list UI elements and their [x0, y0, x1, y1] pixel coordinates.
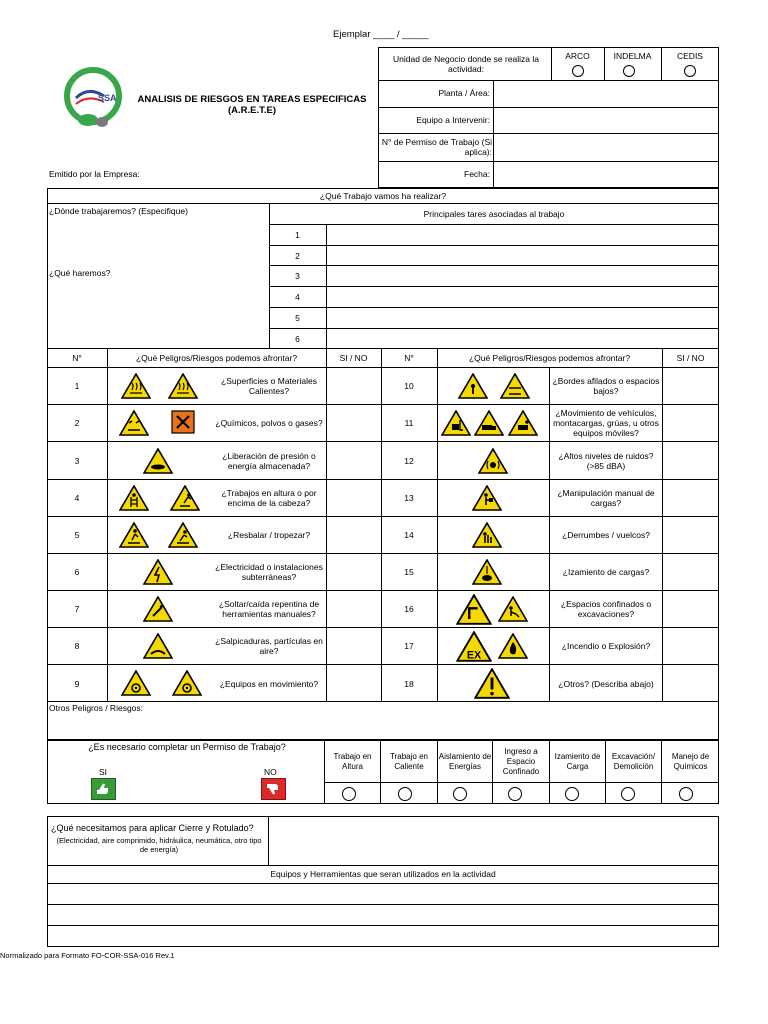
- hazard-number: 12: [404, 455, 414, 466]
- noise-icon: [478, 448, 508, 474]
- hazard-number: 18: [404, 678, 414, 689]
- hazard-question: ¿Superficies o Materiales Calientes?: [221, 376, 317, 396]
- hazard-number: 10: [404, 381, 414, 391]
- hazard-question: ¿Electricidad o instalaciones subterráneas?: [215, 562, 323, 582]
- otros-peligros-label: Otros Peligros / Riesgos:: [49, 703, 144, 713]
- hazard-number: 13: [404, 493, 414, 503]
- hazard-sino-field[interactable]: [327, 405, 380, 441]
- permit-type-label: Ingreso a Espacio Confinado: [502, 746, 540, 776]
- svg-text:SSA: SSA: [98, 93, 117, 103]
- splash-icon: [143, 633, 173, 659]
- donde-label: ¿Dónde trabajaremos? (Especifique): [49, 206, 188, 216]
- hazard-question: ¿Soltar/caída repentina de herramientas manuales?: [218, 599, 320, 619]
- unit-cedis-radio[interactable]: [684, 65, 696, 77]
- task-number: 1: [295, 230, 300, 240]
- excavation-icon: [498, 596, 528, 622]
- hazard-sino-field[interactable]: [663, 665, 718, 702]
- hazard-sino-field[interactable]: [327, 517, 380, 553]
- hot-surface-icon: [121, 373, 151, 399]
- hazard-question: ¿Movimiento de vehículos, montacargas, grúas, u otros equipos móviles?: [553, 408, 659, 438]
- permit-quimicos-radio[interactable]: [679, 787, 693, 801]
- lockout-subtext: (Electricidad, aire comprimido, hidráulica, neumática, otro tipo de energía): [56, 836, 262, 854]
- emitido-label: Emitido por la Empresa:: [49, 169, 140, 179]
- hazard-question: ¿Manipulación manual de cargas?: [557, 488, 655, 508]
- planta-field[interactable]: [494, 81, 718, 106]
- unidad-negocio-label: Unidad de Negocio donde se realiza la actividad:: [392, 54, 539, 74]
- permit-espacio-confinado-radio[interactable]: [508, 787, 522, 801]
- hazard-number: 7: [74, 604, 80, 614]
- hazard-question: ¿Químicos, polvos o gases?: [215, 418, 323, 428]
- hazard-number: 17: [404, 641, 414, 651]
- planta-label: Planta / Área:: [438, 88, 490, 98]
- task-number: 3: [295, 271, 300, 281]
- thumbs-up-icon: [92, 779, 115, 799]
- permit-no-label: NO: [264, 767, 277, 777]
- hazard-sino-field[interactable]: [663, 480, 718, 516]
- permit-type-label: Trabajo en Caliente: [390, 751, 428, 771]
- form-subtitle: (A.R.E.T.E): [227, 105, 277, 116]
- permit-caliente-radio[interactable]: [398, 787, 412, 801]
- tareas-title: Principales tares asociadas al trabajo: [423, 209, 565, 219]
- hazard-question: ¿Liberación de presión o energía almacenada?: [222, 450, 316, 471]
- fire-icon: [498, 633, 528, 659]
- permit-excavacion-radio[interactable]: [621, 787, 635, 801]
- donde-field[interactable]: [49, 218, 267, 262]
- hazard-col-n: N°: [404, 353, 414, 363]
- hazard-question: ¿Resbalar / tropezar?: [227, 530, 311, 540]
- hazard-col-sino: SI / NO: [339, 353, 368, 363]
- hazard-sino-field[interactable]: [663, 591, 718, 627]
- svg-text:EX: EX: [466, 649, 482, 662]
- permit-type-label: Aislamiento de Energías: [438, 751, 492, 771]
- exclamation-icon: [474, 668, 510, 699]
- hazard-question: ¿Incendio o Explosión?: [561, 641, 651, 651]
- hazard-question: ¿Equipos en movimiento?: [219, 678, 319, 689]
- hazard-number: 5: [74, 530, 80, 540]
- fecha-label: Fecha:: [464, 169, 490, 179]
- permit-altura-radio[interactable]: [342, 787, 356, 801]
- unit-indelma-label: INDELMA: [613, 51, 652, 61]
- thumbs-down-icon: [262, 779, 285, 799]
- hazard-number: 14: [404, 530, 414, 540]
- pressure-icon: [143, 448, 173, 474]
- hazard-number: 6: [74, 567, 80, 577]
- falling-tools-icon: [143, 596, 173, 622]
- hazard-question: ¿Derrumbes / vuelcos?: [562, 530, 650, 540]
- task-number: 2: [295, 250, 300, 261]
- permiso-label: N° de Permiso de Trabajo (Si aplica):: [381, 137, 492, 157]
- trip-icon: [168, 522, 198, 548]
- slip-icon: [119, 522, 149, 548]
- hazard-question: ¿Espacios confinados o excavaciones?: [560, 599, 652, 619]
- footer-normalizado: Normalizado para Formato FO-COR-SSA-016 Rev.1: [0, 951, 175, 960]
- height-work-icon: [119, 485, 149, 511]
- hot-surface-icon: [168, 373, 198, 399]
- hazard-number: 8: [74, 641, 80, 651]
- unit-indelma-radio[interactable]: [623, 65, 635, 77]
- que-label: ¿Qué haremos?: [49, 268, 111, 278]
- equipo-field[interactable]: [494, 108, 718, 132]
- permit-type-label: Trabajo en Altura: [333, 751, 372, 771]
- moving-gears-icon: [121, 670, 151, 696]
- permit-aislamiento-radio[interactable]: [453, 787, 467, 801]
- hazard-question: ¿Izamiento de cargas?: [562, 567, 650, 577]
- permit-type-label: Manejo de Químicos: [671, 751, 710, 771]
- tools-field-2[interactable]: [48, 905, 718, 925]
- task-number: 5: [295, 313, 300, 323]
- lockout-question: ¿Qué necesitamos para aplicar Cierre y Rotulado?: [51, 823, 254, 833]
- hazard-sino-field[interactable]: [327, 628, 380, 664]
- hazard-question: ¿Bordes afilados o espacios bajos?: [552, 376, 660, 396]
- company-logo: [60, 66, 126, 132]
- permiso-field[interactable]: [494, 134, 718, 160]
- hazard-sino-field[interactable]: [327, 554, 380, 590]
- tools-title: Equipos y Herramientas que seran utilizados en la actividad: [270, 869, 496, 879]
- fall-icon: [170, 485, 200, 511]
- hazard-sino-field[interactable]: [663, 554, 718, 590]
- ssa-logo-icon: [60, 66, 126, 132]
- task-number: 4: [295, 292, 300, 302]
- hazard-sino-field[interactable]: [663, 442, 718, 479]
- moving-gears-icon: [172, 670, 202, 696]
- ejemplar-label: Ejemplar ____ / _____: [333, 29, 429, 40]
- unit-cedis-label: CEDIS: [677, 51, 703, 61]
- hazard-sino-field[interactable]: [663, 517, 718, 553]
- hazard-number: 11: [404, 418, 414, 428]
- collapse-icon: [472, 522, 502, 548]
- permit-question: ¿Es necesario completar un Permiso de Trabajo?: [88, 742, 286, 752]
- vehicle-icon: [508, 410, 538, 436]
- hazard-sino-field[interactable]: [327, 368, 380, 404]
- hazard-sino-field[interactable]: [327, 442, 380, 479]
- corrosive-icon: [119, 410, 149, 436]
- permit-si-label: SI: [99, 767, 108, 777]
- hazard-number: 1: [74, 381, 80, 391]
- hazard-col-question: ¿Qué Peligros/Riesgos podemos afrontar?: [468, 353, 631, 363]
- hazard-sino-field[interactable]: [663, 405, 718, 441]
- hazard-sino-field[interactable]: [327, 591, 380, 627]
- hazard-question: ¿Salpicaduras, partículas en aire?: [215, 636, 323, 656]
- hazard-sino-field[interactable]: [663, 628, 718, 664]
- hazard-question: ¿Altos niveles de ruidos? (>85 dBA): [558, 450, 654, 471]
- manual-load-icon: [472, 485, 502, 511]
- hazard-number: 4: [74, 493, 80, 503]
- form-title: ANALISIS DE RIESGOS EN TAREAS ESPECIFICAS: [137, 94, 367, 105]
- hazard-number: 2: [74, 418, 80, 428]
- work-title: ¿Qué Trabajo vamos ha realizar?: [319, 191, 447, 201]
- hoisting-icon: [472, 559, 502, 585]
- tools-field-3[interactable]: [48, 926, 718, 946]
- hazard-question: ¿Otros? (Describa abajo): [558, 678, 654, 689]
- permit-type-label: Excavación/ Demolición: [611, 751, 656, 771]
- hazard-col-n: N°: [72, 353, 82, 363]
- hazard-col-question: ¿Qué Peligros/Riesgos podemos afrontar?: [135, 353, 298, 363]
- forklift-icon: [441, 410, 471, 436]
- truck-icon: [474, 410, 504, 436]
- hazard-sino-field[interactable]: [327, 480, 380, 516]
- equipo-label: Equipo a Intervenir:: [416, 115, 490, 125]
- hazard-col-sino: SI / NO: [676, 353, 705, 363]
- permit-no-button[interactable]: [261, 778, 286, 800]
- permit-type-label: Izamiento de Carga: [554, 751, 601, 771]
- hazard-sino-field[interactable]: [663, 368, 718, 404]
- que-field[interactable]: [49, 280, 267, 346]
- hazard-sino-field[interactable]: [327, 665, 380, 702]
- fecha-field[interactable]: [494, 162, 718, 187]
- harmful-icon: [170, 409, 196, 435]
- unit-arco-label: ARCO: [565, 51, 590, 61]
- permit-si-button[interactable]: [91, 778, 116, 800]
- hazard-question: ¿Trabajos en altura o por encima de la cabeza?: [221, 488, 317, 508]
- permit-izamiento-radio[interactable]: [565, 787, 579, 801]
- hazard-number: 3: [74, 455, 80, 466]
- hazard-number: 15: [404, 567, 414, 577]
- sharp-edges-icon: [458, 373, 488, 399]
- hazard-number: 16: [404, 604, 414, 614]
- hazard-number: 9: [74, 678, 80, 689]
- unit-arco-radio[interactable]: [572, 65, 584, 77]
- electricity-icon: [143, 559, 173, 585]
- confined-space-icon: [456, 594, 492, 625]
- lockout-field[interactable]: [270, 818, 717, 864]
- explosive-atmosphere-icon: [456, 631, 492, 662]
- task-number: 6: [295, 333, 300, 344]
- tools-field-1[interactable]: [48, 884, 718, 904]
- low-space-icon: [500, 373, 530, 399]
